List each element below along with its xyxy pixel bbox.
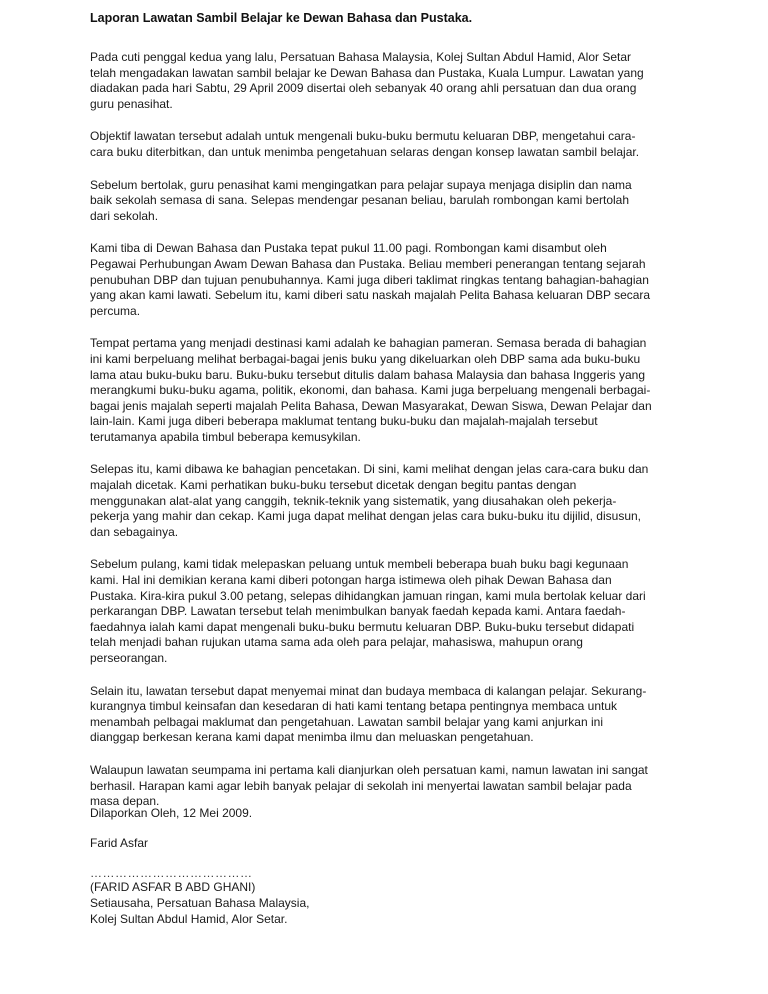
paragraph-line: Kami tiba di Dewan Bahasa dan Pustaka tepat pukul 11.00 pagi. Rombongan kami disambut oleh: [90, 241, 607, 256]
report-date: Dilaporkan Oleh, 12 Mei 2009.: [90, 806, 253, 820]
paragraph-line: lain-lain. Kami juga diberi beberapa maklumat tentang buku-buku dan majalah-majalah tersebut: [90, 414, 598, 429]
paragraph-return: [90, 557, 690, 666]
signature-line: …………………………………: [90, 866, 253, 880]
paragraph-line: Objektif lawatan tersebut adalah untuk mengenali buku-buku bermutu keluaran DBP, mengetahui cara-: [90, 129, 636, 144]
paragraph-line: Walaupun lawatan seumpama ini pertama kali dianjurkan oleh persatuan kami, namun lawatan ini sangat: [90, 762, 648, 777]
full-name: (FARID ASFAR B ABD GHANI): [90, 880, 256, 894]
paragraph-line: percuma.: [90, 303, 141, 318]
paragraph-objective: [90, 129, 690, 160]
paragraph-line: terutamanya apabila timbul beberapa kemusykilan.: [90, 429, 361, 444]
paragraph-line: dan sebagainya.: [90, 524, 179, 539]
paragraph-line: kami. Hal ini demikian kerana kami diberi potongan harga istimewa oleh pihak Dewan Bahasa dan: [90, 573, 612, 588]
institution: Kolej Sultan Abdul Hamid, Alor Setar.: [90, 912, 288, 926]
paragraph-line: telah menjadi bahan rujukan utama sama ada oleh para pelajar, mahasiswa, mahupun orang: [90, 635, 583, 650]
paragraph-line: kurangnya timbul keinsafan dan kesedaran di hati kami tentang betapa pentingnya membaca untuk: [90, 699, 618, 714]
paragraph-line: berhasil. Harapan kami agar lebih banyak pelajar di sekolah ini menyertai lawatan sambil belajar pada: [90, 778, 632, 793]
paragraph-line: ini kami berpeluang melihat berbagai-bagai jenis buku yang dikeluarkan oleh DBP sama ada buku-buku: [90, 351, 641, 366]
paragraph-intro: [90, 50, 690, 112]
paragraph-line: faedahnya ialah kami dapat mengenali buku-buku bermutu keluaran DBP. Buku-buku tersebut didapati: [90, 619, 635, 634]
signature: Farid Asfar: [90, 836, 149, 850]
paragraph-line: majalah dicetak. Kami perhatikan buku-buku tersebut dicetak dengan begitu pantas dengan: [90, 478, 577, 493]
paragraph-line: merangkumi buku-buku agama, politik, ekonomi, dan bahasa. Kami juga berpeluang mengenali berbagai-: [90, 383, 651, 398]
report-document: [90, 10, 690, 827]
paragraph-line: Sebelum bertolak, guru penasihat kami mengingatkan para pelajar supaya menjaga disiplin dan nama: [90, 177, 632, 192]
paragraph-line: Pustaka. Kira-kira pukul 3.00 petang, selepas dihidangkan jamuan ringan, kami mula bertolak keluar dari: [90, 588, 646, 603]
paragraph-line: guru penasihat.: [90, 96, 173, 111]
paragraph-conclusion: [90, 763, 690, 810]
paragraph-line: Sebelum pulang, kami tidak melepaskan peluang untuk membeli beberapa buah buku bagi kegunaan: [90, 557, 629, 572]
paragraph-line: penubuhan DBP dan tujuan penubuhannya. Kami juga diberi taklimat ringkas tentang bahagian-bahagian: [90, 272, 649, 287]
paragraph-line: dari sekolah.: [90, 208, 159, 223]
paragraph-exhibition: [90, 336, 690, 445]
paragraph-line: perkarangan DBP. Lawatan tersebut telah menimbulkan banyak faedah kepada kami. Antara faedah-: [90, 604, 626, 619]
position: Setiausaha, Persatuan Bahasa Malaysia,: [90, 896, 310, 910]
paragraph-line: perseorangan.: [90, 651, 168, 665]
paragraph-line: diadakan pada hari Sabtu, 29 April 2009 disertai oleh sebanyak 40 orang ahli persatuan dan dua orang: [90, 81, 637, 96]
paragraph-benefits: [90, 684, 690, 746]
document-title: Laporan Lawatan Sambil Belajar ke Dewan Bahasa dan Pustaka.: [90, 11, 473, 25]
paragraph-line: lama atau buku-buku baru. Buku-buku tersebut ditulis dalam bahasa Malaysia dan bahasa Inggeris yang: [90, 367, 646, 382]
paragraph-line: yang akan kami lawati. Sebelum itu, kami diberi satu naskah majalah Pelita Bahasa keluaran DBP secara: [90, 288, 651, 303]
paragraph-line: menggunakan alat-alat yang canggih, teknik-teknik yang sistematik, yang diusahakan oleh pekerja-: [90, 493, 617, 508]
paragraph-printing: [90, 462, 690, 540]
paragraph-line: cara buku diterbitkan, dan untuk menimba pengetahuan selaras dengan konsep lawatan sambil belajar.: [90, 144, 640, 159]
paragraph-arrival: [90, 241, 690, 319]
paragraph-line: menambah pelbagai maklumat dan pengetahuan. Lawatan sambil belajar yang kami anjurkan ini: [90, 714, 603, 729]
paragraph-line: masa depan.: [90, 794, 160, 809]
paragraph-departure: [90, 178, 690, 225]
paragraph-line: telah mengadakan lawatan sambil belajar ke Dewan Bahasa dan Pustaka, Kuala Lumpur. Lawatan yang: [90, 65, 644, 80]
paragraph-line: Selepas itu, kami dibawa ke bahagian pencetakan. Di sini, kami melihat dengan jelas cara-cara buku dan: [90, 462, 649, 477]
paragraph-line: dianggap berkesan kerana kami dapat menimba ilmu dan meluaskan pengetahuan.: [90, 730, 534, 745]
paragraph-line: Pada cuti penggal kedua yang lalu, Persatuan Bahasa Malaysia, Kolej Sultan Abdul Hamid, Alor Setar: [90, 50, 632, 64]
paragraph-line: Pegawai Perhubungan Awam Dewan Bahasa dan Pustaka. Beliau memberi penerangan tentang sejarah: [90, 256, 646, 271]
paragraph-line: pekerja yang mahir dan cekap. Kami juga dapat melihat dengan jelas cara buku-buku itu dijilid, disusun,: [90, 509, 641, 524]
closing-block: [90, 805, 690, 927]
paragraph-line: bagai jenis majalah seperti majalah Pelita Bahasa, Dewan Masyarakat, Dewan Siswa, Dewan Pelajar dan: [90, 398, 652, 413]
paragraph-line: baik sekolah semasa di sana. Selepas mendengar pesanan beliau, barulah rombongan kami bertolah: [90, 193, 630, 208]
paragraph-line: Selain itu, lawatan tersebut dapat menyemai minat dan budaya membaca di kalangan pelajar. Sekurang-: [90, 683, 647, 698]
paragraph-line: Tempat pertama yang menjadi destinasi kami adalah ke bahagian pameran. Semasa berada di bahagian: [90, 336, 647, 351]
